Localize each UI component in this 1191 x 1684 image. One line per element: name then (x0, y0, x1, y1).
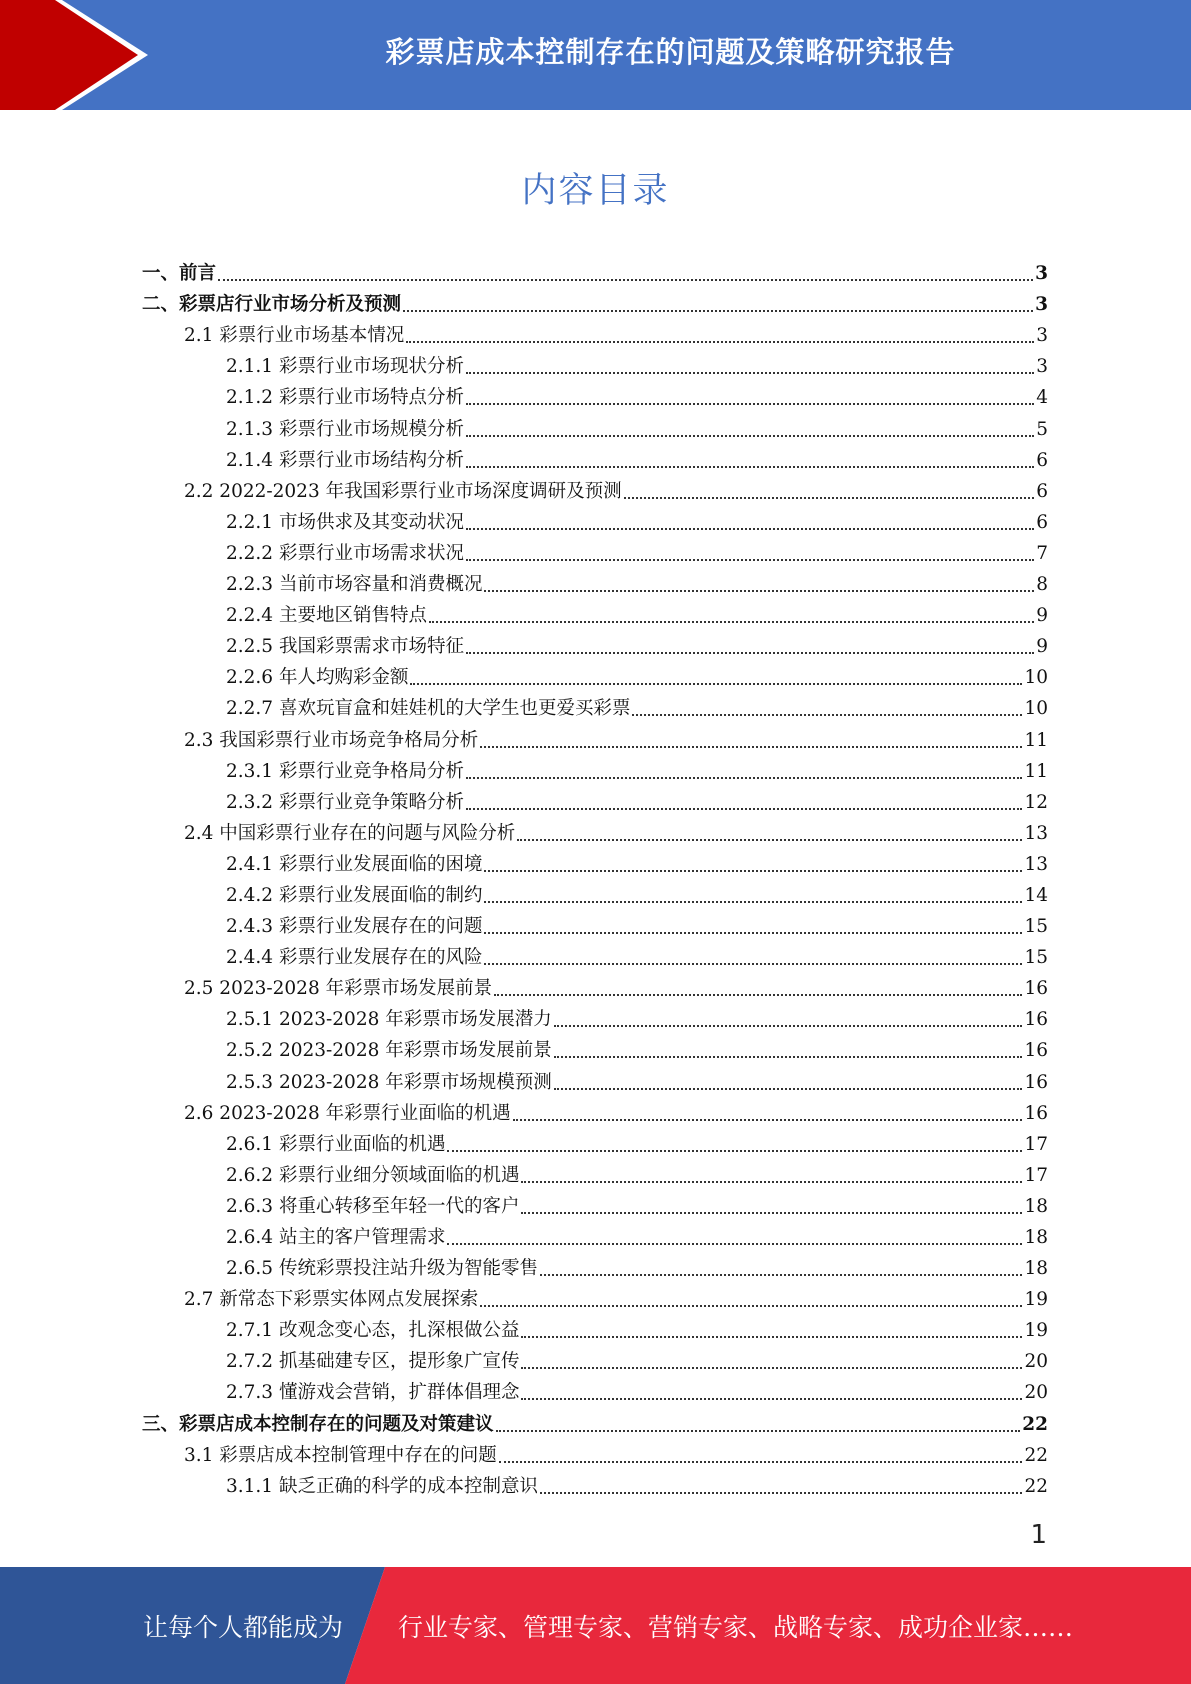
toc-entry-page: 15 (1024, 916, 1048, 938)
toc-entry[interactable] (142, 689, 1048, 720)
toc-entry-label: 2.2.3 当前市场容量和消费概况 (226, 574, 483, 596)
footer-slogan-right: 行业专家、管理专家、营销专家、战略专家、成功企业家…… (398, 1612, 1074, 1642)
toc-entry-page: 6 (1036, 480, 1048, 502)
toc-entry[interactable] (142, 907, 1048, 938)
toc-entry-page: 5 (1036, 418, 1048, 440)
page-number: 1 (1030, 1520, 1047, 1550)
toc-entry-label: 2.1.1 彩票行业市场现状分析 (226, 356, 464, 378)
footer-banner (0, 1567, 1191, 1684)
toc-dot-leader (484, 900, 1022, 903)
toc-entry-page: 13 (1024, 853, 1048, 875)
toc-entry[interactable] (142, 1187, 1048, 1218)
toc-entry-label: 2.2.4 主要地区销售特点 (226, 605, 427, 627)
toc-entry-label: 2.6.1 彩票行业面临的机遇 (226, 1133, 446, 1155)
toc-dot-leader (447, 1149, 1022, 1152)
toc-dot-leader (484, 589, 1034, 592)
toc-entry-label: 2.7.3 懂游戏会营销，扩群体倡理念 (226, 1382, 520, 1404)
toc-entry-label: 一、前言 (142, 263, 217, 285)
toc-dot-leader (466, 776, 1022, 779)
toc-entry[interactable] (142, 720, 1048, 751)
toc-entry-page: 17 (1024, 1133, 1048, 1155)
toc-dot-leader (466, 558, 1034, 561)
toc-entry-label: 2.3.1 彩票行业竞争格局分析 (226, 760, 464, 782)
toc-dot-leader (480, 1304, 1022, 1307)
toc-dot-leader (466, 371, 1034, 374)
toc-entry-page: 11 (1024, 729, 1048, 751)
toc-entry-page: 20 (1024, 1351, 1048, 1373)
toc-entry-label: 2.6.3 将重心转移至年轻一代的客户 (226, 1195, 520, 1217)
toc-dot-leader (521, 1366, 1022, 1369)
toc-entry[interactable] (142, 441, 1048, 472)
toc-entry-label: 2.2.6 年人均购彩金额 (226, 667, 409, 689)
toc-entry[interactable] (142, 658, 1048, 689)
toc-entry-label: 2.6.4 站主的客户管理需求 (226, 1227, 446, 1248)
toc-entry-page: 19 (1024, 1289, 1048, 1311)
toc-entry-label: 2.7 新常态下彩票实体网点发展探索 (184, 1289, 479, 1311)
toc-dot-leader (517, 838, 1022, 841)
toc-entry-label: 3.1 彩票店成本控制管理中存在的问题 (184, 1444, 497, 1466)
toc-entry-page: 3 (1035, 263, 1048, 285)
toc-entry-page: 15 (1024, 947, 1048, 969)
header-banner (0, 0, 1191, 110)
toc-entry-label: 2.4.4 彩票行业发展存在的风险 (226, 947, 483, 969)
toc-entry-page: 3 (1035, 294, 1048, 316)
toc-entry[interactable] (142, 1280, 1048, 1311)
toc-entry-label: 2.4.1 彩票行业发展面临的困境 (226, 853, 483, 875)
toc-entry[interactable] (142, 1404, 1048, 1435)
toc-entry-label: 2.2.5 我国彩票需求市场特征 (226, 636, 464, 658)
toc-entry-label: 2.3.2 彩票行业竞争策略分析 (226, 791, 464, 813)
toc-entry-label: 2.1.4 彩票行业市场结构分析 (226, 449, 464, 471)
toc-entry[interactable] (142, 409, 1048, 440)
toc-entry[interactable] (142, 254, 1048, 285)
toc-entry-page: 3 (1036, 325, 1048, 347)
toc-entry-page: 18 (1024, 1195, 1048, 1217)
toc-dot-leader (447, 1242, 1022, 1245)
toc-dot-leader (540, 1491, 1022, 1494)
toc-entry-page: 7 (1036, 542, 1048, 564)
table-of-contents (142, 254, 1048, 1498)
toc-entry[interactable] (142, 503, 1048, 534)
toc-dot-leader (554, 1087, 1023, 1090)
toc-entry[interactable] (142, 596, 1048, 627)
toc-entry[interactable] (142, 627, 1048, 658)
toc-entry[interactable] (142, 316, 1048, 347)
toc-entry-page: 20 (1024, 1382, 1048, 1404)
toc-entry-page: 18 (1024, 1258, 1048, 1280)
toc-entry-label: 2.3 我国彩票行业市场竞争格局分析 (184, 729, 479, 751)
toc-entry-label: 2.2.7 喜欢玩盲盒和娃娃机的大学生也更爱买彩票 (226, 698, 631, 720)
toc-entry-page: 16 (1024, 1009, 1048, 1031)
toc-entry-label: 2.5.1 2023-2028 年彩票市场发展潜力 (226, 1009, 552, 1031)
toc-entry-label: 2.2 2022-2023 年我国彩票行业市场深度调研及预测 (184, 480, 622, 502)
toc-entry-page: 3 (1036, 356, 1048, 378)
toc-dot-leader (466, 651, 1034, 654)
toc-entry-label: 2.5 2023-2028 年彩票市场发展前景 (184, 978, 493, 1000)
toc-entry-label: 2.6.5 传统彩票投注站升级为智能零售 (226, 1258, 538, 1280)
toc-entry-label: 2.2.1 市场供求及其变动状况 (226, 511, 464, 533)
toc-entry[interactable] (142, 1156, 1048, 1187)
toc-dot-leader (499, 1460, 1023, 1463)
toc-dot-leader (466, 807, 1022, 810)
toc-dot-leader (410, 682, 1022, 685)
toc-entry-page: 22 (1024, 1475, 1048, 1497)
toc-entry[interactable] (142, 378, 1048, 409)
toc-dot-leader (466, 527, 1034, 530)
toc-entry[interactable] (142, 1000, 1048, 1031)
toc-entry-page: 13 (1024, 822, 1048, 844)
toc-dot-leader (624, 496, 1035, 499)
toc-entry-page: 6 (1036, 511, 1048, 533)
toc-entry-page: 4 (1036, 387, 1048, 409)
toc-entry[interactable] (142, 969, 1048, 1000)
toc-entry[interactable] (142, 1342, 1048, 1373)
toc-entry-page: 12 (1024, 791, 1048, 813)
toc-heading: 内容目录 (521, 171, 670, 211)
toc-dot-leader (466, 465, 1034, 468)
toc-entry[interactable] (142, 285, 1048, 316)
toc-entry-page: 16 (1024, 978, 1048, 1000)
toc-dot-leader (484, 962, 1022, 965)
toc-entry-page: 16 (1024, 1071, 1048, 1093)
toc-entry[interactable] (142, 814, 1048, 845)
toc-entry-page: 18 (1024, 1227, 1048, 1248)
toc-entry-page: 9 (1036, 636, 1048, 658)
toc-entry-label: 二、彩票店行业市场分析及预测 (142, 294, 402, 316)
toc-entry-label: 2.4 中国彩票行业存在的问题与风险分析 (184, 822, 516, 844)
toc-entry[interactable] (142, 783, 1048, 814)
footer-slogan-left: 让每个人都能成为 (143, 1612, 344, 1642)
toc-entry[interactable] (142, 1373, 1048, 1404)
toc-entry[interactable] (142, 1218, 1048, 1249)
toc-entry-label: 2.7.1 改观念变心态，扎深根做公益 (226, 1320, 520, 1342)
toc-entry-page: 16 (1024, 1040, 1048, 1062)
toc-entry-page: 22 (1022, 1413, 1048, 1435)
toc-dot-leader (484, 931, 1022, 934)
toc-dot-leader (484, 869, 1022, 872)
toc-dot-leader (513, 1118, 1023, 1121)
toc-dot-leader (494, 993, 1022, 996)
toc-entry-page: 6 (1036, 449, 1048, 471)
toc-entry-label: 2.7.2 抓基础建专区，提形象广宣传 (226, 1351, 520, 1373)
toc-entry-label: 2.4.2 彩票行业发展面临的制约 (226, 884, 483, 906)
toc-entry-page: 22 (1024, 1444, 1048, 1466)
toc-entry[interactable] (142, 876, 1048, 907)
toc-entry-page: 9 (1036, 605, 1048, 627)
toc-entry-label: 2.1 彩票行业市场基本情况 (184, 325, 405, 347)
toc-dot-leader (429, 620, 1034, 623)
toc-entry[interactable] (142, 1436, 1048, 1467)
toc-dot-leader (406, 340, 1034, 343)
toc-dot-leader (480, 745, 1022, 748)
toc-entry[interactable] (142, 1062, 1048, 1093)
toc-entry-page: 10 (1024, 667, 1048, 689)
toc-entry[interactable] (142, 472, 1048, 503)
toc-entry[interactable] (142, 845, 1048, 876)
toc-dot-leader (554, 1024, 1023, 1027)
toc-entry[interactable] (142, 1031, 1048, 1062)
toc-entry-label: 三、彩票店成本控制存在的问题及对策建议 (142, 1413, 494, 1435)
toc-entry-label: 3.1.1 缺乏正确的科学的成本控制意识 (226, 1475, 538, 1497)
toc-dot-leader (540, 1273, 1022, 1276)
toc-entry[interactable] (142, 534, 1048, 565)
toc-entry-label: 2.6 2023-2028 年彩票行业面临的机遇 (184, 1102, 511, 1124)
toc-dot-leader (466, 434, 1034, 437)
toc-entry[interactable] (142, 752, 1048, 783)
toc-entry[interactable] (142, 1467, 1048, 1498)
toc-entry[interactable] (142, 347, 1048, 378)
toc-entry-label: 2.5.3 2023-2028 年彩票市场规模预测 (226, 1071, 552, 1093)
toc-dot-leader (496, 1429, 1021, 1432)
toc-dot-leader (521, 1211, 1022, 1214)
toc-entry[interactable] (142, 1094, 1048, 1125)
toc-entry-page: 8 (1036, 574, 1048, 596)
toc-entry-page: 14 (1024, 884, 1048, 906)
toc-entry-label: 2.1.2 彩票行业市场特点分析 (226, 387, 464, 409)
toc-entry[interactable] (142, 938, 1048, 969)
toc-entry-page: 19 (1024, 1320, 1048, 1342)
toc-entry[interactable] (142, 565, 1048, 596)
toc-entry-label: 2.5.2 2023-2028 年彩票市场发展前景 (226, 1040, 552, 1062)
toc-entry-page: 10 (1024, 698, 1048, 720)
toc-dot-leader (466, 402, 1034, 405)
toc-dot-leader (218, 278, 1033, 281)
toc-entry-page: 11 (1024, 760, 1048, 782)
toc-dot-leader (632, 713, 1022, 716)
toc-entry[interactable] (142, 1311, 1048, 1342)
toc-dot-leader (554, 1055, 1023, 1058)
toc-dot-leader (521, 1335, 1022, 1338)
toc-entry-label: 2.4.3 彩票行业发展存在的问题 (226, 916, 483, 938)
toc-entry-label: 2.1.3 彩票行业市场规模分析 (226, 418, 464, 440)
toc-dot-leader (403, 309, 1033, 312)
toc-entry-page: 17 (1024, 1164, 1048, 1186)
toc-entry-label: 2.2.2 彩票行业市场需求状况 (226, 542, 464, 564)
report-title: 彩票店成本控制存在的问题及策略研究报告 (385, 34, 956, 69)
toc-dot-leader (521, 1397, 1022, 1400)
toc-entry-page: 16 (1024, 1102, 1048, 1124)
toc-dot-leader (521, 1180, 1022, 1183)
toc-entry[interactable] (142, 1249, 1048, 1280)
toc-entry-label: 2.6.2 彩票行业细分领域面临的机遇 (226, 1164, 520, 1186)
toc-entry[interactable] (142, 1125, 1048, 1156)
